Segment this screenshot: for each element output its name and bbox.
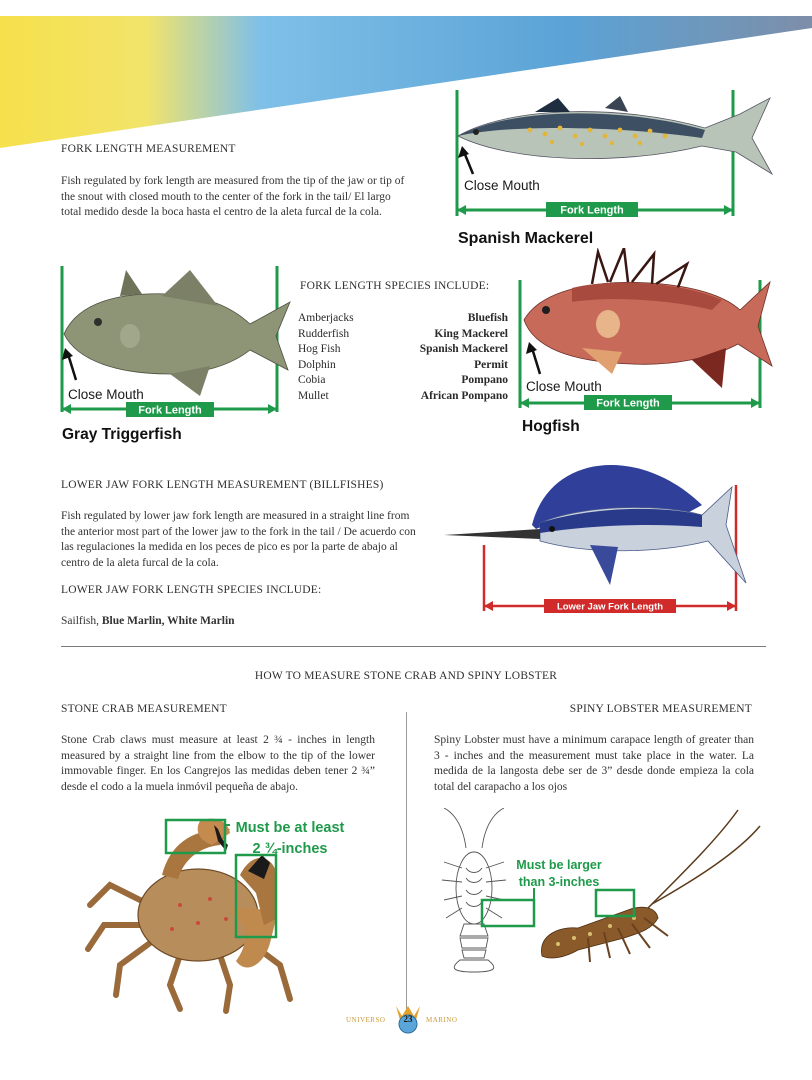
species-left-item: Dolphin	[298, 358, 336, 371]
lobster-body: Spiny Lobster must have a minimum carapace length of greater than 3 - inches and the measurement must take place in the water. La medida de la langosta debe ser de 3” desde donde empieza la cola total del carapacho a los ojos	[434, 734, 754, 793]
species-right-item: Permit	[474, 358, 508, 371]
hogfish-close-mouth-label: Close Mouth	[526, 379, 602, 394]
stone-crab-figure	[80, 815, 380, 1015]
hogfish-figure	[512, 248, 777, 438]
species-right-item: Pompano	[461, 374, 508, 387]
species-right-item: King Mackerel	[434, 327, 508, 340]
column-divider	[406, 712, 407, 1014]
crab-heading: STONE CRAB MEASUREMENT	[61, 703, 227, 715]
sailfish-figure	[440, 445, 770, 615]
species-left-item: Mullet	[298, 389, 329, 402]
species-list	[298, 311, 508, 405]
hogfish-caption: Hogfish	[522, 418, 580, 435]
crab-callout-line1: Must be at least	[235, 820, 345, 836]
lowerjaw-body: Fish regulated by lower jaw fork length are measured in a straight line from the anterior most part of the lower jaw to the fork in the tail / De acuerdo con las regulaciones la medida en los peces de pico es por la parte de abajo al centro de la aleta furcal de la cola.	[61, 510, 416, 569]
species-row	[298, 373, 508, 389]
hogfish-fork-length-label: Fork Length	[596, 397, 660, 410]
trigger-close-mouth-label: Close Mouth	[68, 387, 144, 402]
crab-body: Stone Crab claws must measure at least 2 ¾ - inches in length measured by a straight line from the elbow to the tip of the lower immovable finger. En los Cangrejos las medidas deben tener 2 ¾” desde el codo a la muela inmóvil pequeña de abajo.	[61, 734, 375, 793]
lobster-callout-line1: Must be larger	[516, 858, 602, 872]
spiny-lobster-figure	[438, 808, 768, 978]
species-left-item: Cobia	[298, 374, 326, 387]
species-right-item: African Pompano	[420, 389, 508, 402]
footer-left-text: UNIVERSO	[346, 1016, 386, 1024]
lobster-heading: SPINY LOBSTER MEASUREMENT	[569, 703, 752, 715]
crab-callout-line2: 2 ¾-inches	[252, 841, 328, 857]
mackerel-fork-length-label: Fork Length	[560, 204, 624, 217]
section-title: HOW TO MEASURE STONE CRAB AND SPINY LOBSTER	[254, 670, 558, 682]
species-right-item: Spanish Mackerel	[419, 343, 508, 356]
spanish-mackerel-figure	[440, 86, 780, 246]
mackerel-caption: Spanish Mackerel	[458, 230, 594, 246]
species-row	[298, 358, 508, 374]
lowerjaw-species-plain: Sailfish,	[61, 615, 102, 627]
page-number: 23	[403, 1014, 413, 1024]
species-left-item: Rudderfish	[298, 327, 350, 340]
sailfish-bar-label: Lower Jaw Fork Length	[556, 601, 664, 613]
lowerjaw-species-bold: Blue Marlin, White Marlin	[101, 615, 235, 627]
species-row	[298, 389, 508, 405]
species-right-item: Bluefish	[467, 312, 508, 324]
species-left-item: Hog Fish	[298, 343, 341, 356]
species-row	[298, 311, 508, 327]
lowerjaw-species-heading: LOWER JAW FORK LENGTH SPECIES INCLUDE:	[61, 584, 322, 596]
gray-triggerfish-figure	[50, 262, 300, 447]
lowerjaw-heading: LOWER JAW FORK LENGTH MEASUREMENT (BILLFISHES)	[61, 479, 384, 491]
species-row	[298, 327, 508, 343]
species-row	[298, 342, 508, 358]
lowerjaw-species-line	[61, 614, 235, 630]
trigger-fork-length-label: Fork Length	[138, 404, 202, 417]
fork-heading: FORK LENGTH MEASUREMENT	[61, 143, 236, 155]
lobster-callout-line2: than 3-inches	[518, 875, 600, 889]
mackerel-close-mouth-label: Close Mouth	[464, 178, 540, 193]
species-heading: FORK LENGTH SPECIES INCLUDE:	[300, 280, 490, 292]
fork-body: Fish regulated by fork length are measured from the tip of the jaw or tip of the snout with closed mouth to the center of the fork in the tail/ El largo total medido desde la boca hasta el centro de la aleta furcal de la cola.	[61, 175, 405, 218]
species-left-item: Amberjacks	[298, 312, 354, 324]
footer-right-text: MARINO	[426, 1016, 458, 1024]
section-divider	[61, 646, 766, 647]
trigger-caption: Gray Triggerfish	[62, 426, 182, 443]
footer-logo	[346, 1002, 466, 1038]
